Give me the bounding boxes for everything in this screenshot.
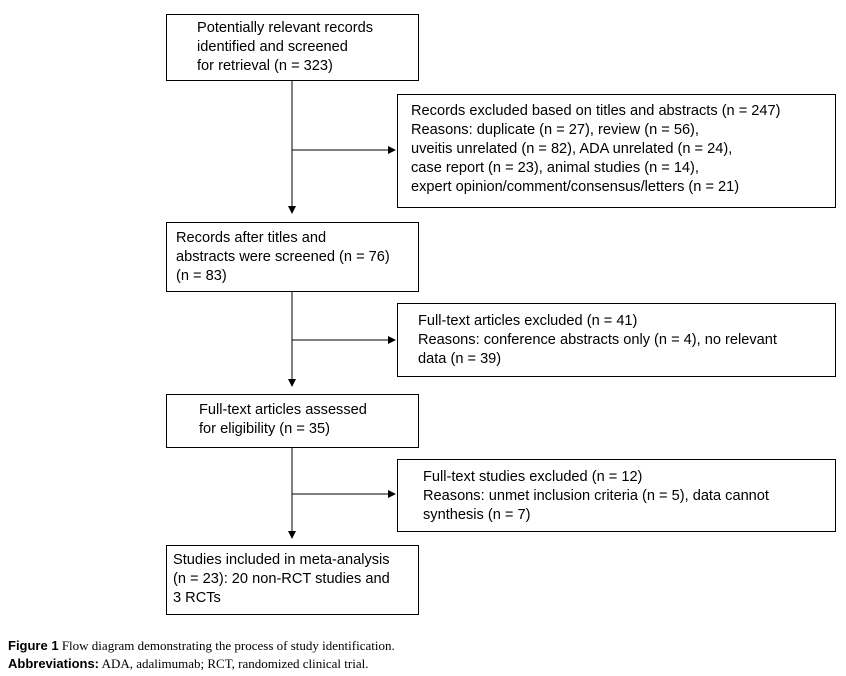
abbreviations-label: Abbreviations: <box>8 656 100 671</box>
excluded-studies-box <box>397 459 836 532</box>
assessed-line-2: for eligibility (n = 35) <box>199 421 330 437</box>
identified-line-3: for retrieval (n = 323) <box>197 58 333 74</box>
excluded-titles-line-2: Reasons: duplicate (n = 27), review (n = 56), <box>411 122 699 138</box>
figure-caption <box>8 637 395 655</box>
abbreviations-note <box>8 655 368 673</box>
excluded-fulltext-line-1: Full-text articles excluded (n = 41) <box>418 313 638 329</box>
excluded-studies-line-1: Full-text studies excluded (n = 12) <box>423 469 643 485</box>
identified-line-1: Potentially relevant records <box>197 20 374 36</box>
abbreviations-text: ADA, adalimumab; RCT, randomized clinical trial. <box>101 656 369 671</box>
excluded-titles-line-3: uveitis unrelated (n = 82), ADA unrelated (n = 24), <box>411 141 733 157</box>
excluded-titles-box <box>397 94 836 208</box>
excluded-fulltext-line-3: data (n = 39) <box>418 351 502 367</box>
excluded-titles-line-4: case report (n = 23), animal studies (n = 14), <box>411 160 699 176</box>
figure-label: Figure 1 <box>8 638 59 653</box>
excluded-studies-line-3: synthesis (n = 7) <box>423 507 531 523</box>
screened-line-2: abstracts were screened (n = 76) <box>176 249 390 265</box>
included-studies-box <box>166 545 419 615</box>
included-line-2: (n = 23): 20 non-RCT studies and <box>173 571 390 587</box>
included-line-1: Studies included in meta-analysis <box>173 552 390 568</box>
identified-records-box <box>166 14 419 81</box>
identified-line-2: identified and screened <box>197 39 348 55</box>
excluded-fulltext-line-2: Reasons: conference abstracts only (n = 4), no relevant <box>418 332 777 348</box>
assessed-line-1: Full-text articles assessed <box>199 402 367 418</box>
screened-line-3: (n = 83) <box>176 268 227 284</box>
excluded-studies-line-2: Reasons: unmet inclusion criteria (n = 5), data cannot <box>423 488 769 504</box>
screened-line-1: Records after titles and <box>176 230 327 246</box>
figure-caption-text: Flow diagram demonstrating the process of study identification. <box>61 638 395 653</box>
excluded-titles-line-1: Records excluded based on titles and abstracts (n = 247) <box>411 103 781 119</box>
included-line-3: 3 RCTs <box>173 590 221 606</box>
assessed-articles-box <box>166 394 419 448</box>
screened-records-box <box>166 222 419 292</box>
excluded-fulltext-box <box>397 303 836 377</box>
excluded-titles-line-5: expert opinion/comment/consensus/letters (n = 21) <box>411 179 740 195</box>
